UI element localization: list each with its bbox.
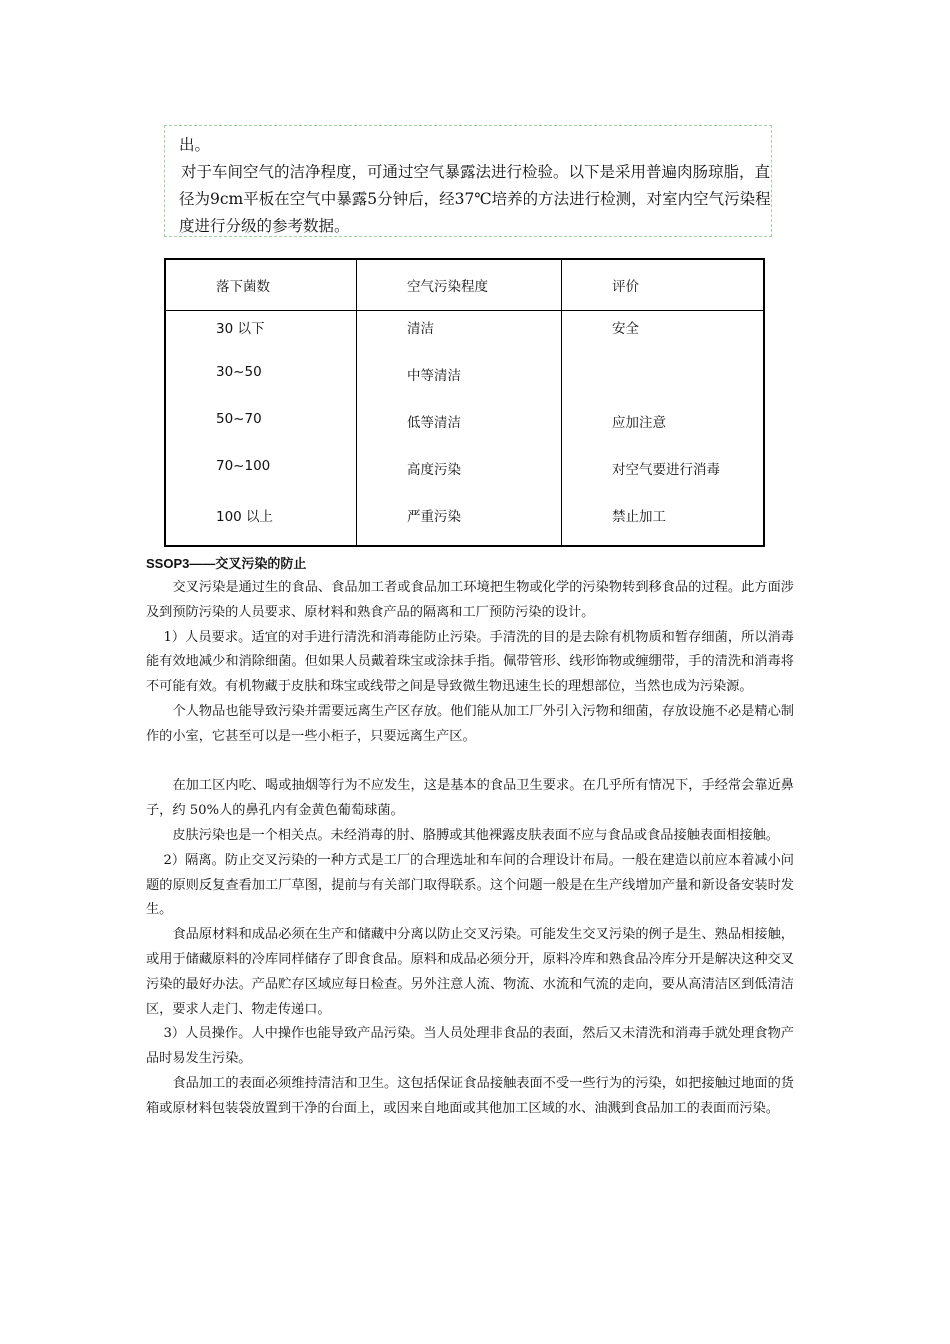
paragraph: 1）人员要求。适宜的对手进行清洗和消毒能防止污染。手清洗的目的是去除有机物质和暂存细菌，所以消毒能有效地减少和消除细菌。但如果人员戴着珠宝或涂抹手指。佩带管形、线形饰物或缠绷带，手的清洗和消毒将不可能有效。有机物藏于皮肤和珠宝或线带之间是导致微生物迅速生长的理想部位，当然也成为污染源。 [146, 629, 794, 695]
table-header-cell: 评价 [562, 259, 765, 311]
table-cell: 清洁 [357, 311, 562, 358]
paragraph: 食品加工的表面必须维持清洁和卫生。这包括保证食品接触表面不受一些行为的污染，如把接触过地面的货箱或原材料包装袋放置到干净的台面上，或因来自地面或其他加工区域的水、油溅到食品加工的表面而污染。 [146, 1075, 794, 1116]
paragraph: 交叉污染是通过生的食品、食品加工者或食品加工环境把生物或化学的污染物转到移食品的过程。此方面涉及到预防污染的人员要求、原材料和熟食产品的隔离和工厂预防污染的设计。 [146, 580, 794, 620]
table-row [165, 452, 764, 499]
body-text [146, 576, 794, 1122]
table-cell: 100 以上 [165, 499, 357, 546]
air-pollution-table [164, 258, 765, 547]
table-cell: 应加注意 [562, 405, 765, 452]
table-cell: 30 以下 [165, 311, 357, 358]
table-cell: 高度污染 [357, 452, 562, 499]
table-cell: 安全 [562, 311, 765, 358]
table-cell: 中等清洁 [357, 358, 562, 405]
table-row [165, 499, 764, 546]
table-row [165, 358, 764, 405]
boxed-paragraph: 对于车间空气的洁净程度，可通过空气暴露法进行检验。以下是采用普遍肉肠琼脂，直径为9cm平板在空气中暴露5分钟后，经37℃培养的方法进行检测，对室内空气污染程度进行分级的参考数据。 [179, 163, 771, 235]
table-header-cell: 落下菌数 [165, 259, 357, 311]
table-row [165, 405, 764, 452]
table-cell: 严重污染 [357, 499, 562, 546]
table-cell: 禁止加工 [562, 499, 765, 546]
table-header-row [165, 259, 764, 311]
table-cell: 对空气要进行消毒 [562, 452, 765, 499]
table-cell: 低等清洁 [357, 405, 562, 452]
table-cell [562, 358, 765, 405]
boxed-line-0: 出。 [179, 136, 211, 154]
table-header-cell: 空气污染程度 [357, 259, 562, 311]
blank-line [146, 750, 794, 775]
paragraph: 皮肤污染也是一个相关点。未经消毒的肘、胳膊或其他裸露皮肤表面不应与食品或食品接触表面相接触。 [146, 827, 779, 843]
paragraph: 在加工区内吃、喝或抽烟等行为不应发生，这是基本的食品卫生要求。在几乎所有情况下，手经常会靠近鼻子，约 50%人的鼻孔内有金黄色葡萄球菌。 [146, 778, 794, 819]
paragraph: 3）人员操作。人中操作也能导致产品污染。当人员处理非食品的表面，然后又未清洗和消毒手就处理食物产品时易发生污染。 [146, 1026, 794, 1067]
boxed-text-block [164, 125, 772, 237]
paragraph: 个人物品也能导致污染并需要远离生产区存放。他们能从加工厂外引入污物和细菌，存放设施不必是精心制作的小室，它甚至可以是一些小柜子，只要远离生产区。 [146, 703, 794, 744]
table-cell: 50~70 [165, 405, 357, 452]
paragraph: 2）隔离。防止交叉污染的一种方式是工厂的合理选址和车间的合理设计布局。一般在建造以前应本着减小问题的原则反复查看加工厂草图，提前与有关部门取得联系。这个问题一般是在生产线增加产量和新设备安装时发生。 [146, 852, 794, 918]
paragraph: 食品原材料和成品必须在生产和储藏中分离以防止交叉污染。可能发生交叉污染的例子是生、熟品相接触，或用于储藏原料的冷库同样储存了即食食品。原料和成品必须分开，原料冷库和熟食品冷库分开是解决这种交叉污染的最好办法。产品贮存区域应每日检查。另外注意人流、物流、水流和气流的走向，要从高清洁区到低清洁区，要求人走门、物走传递口。 [146, 927, 794, 1017]
section-title: SSOP3——交叉污染的防止 [146, 556, 307, 571]
table-cell: 70~100 [165, 452, 357, 499]
table-cell: 30~50 [165, 358, 357, 405]
table-row [165, 311, 764, 358]
